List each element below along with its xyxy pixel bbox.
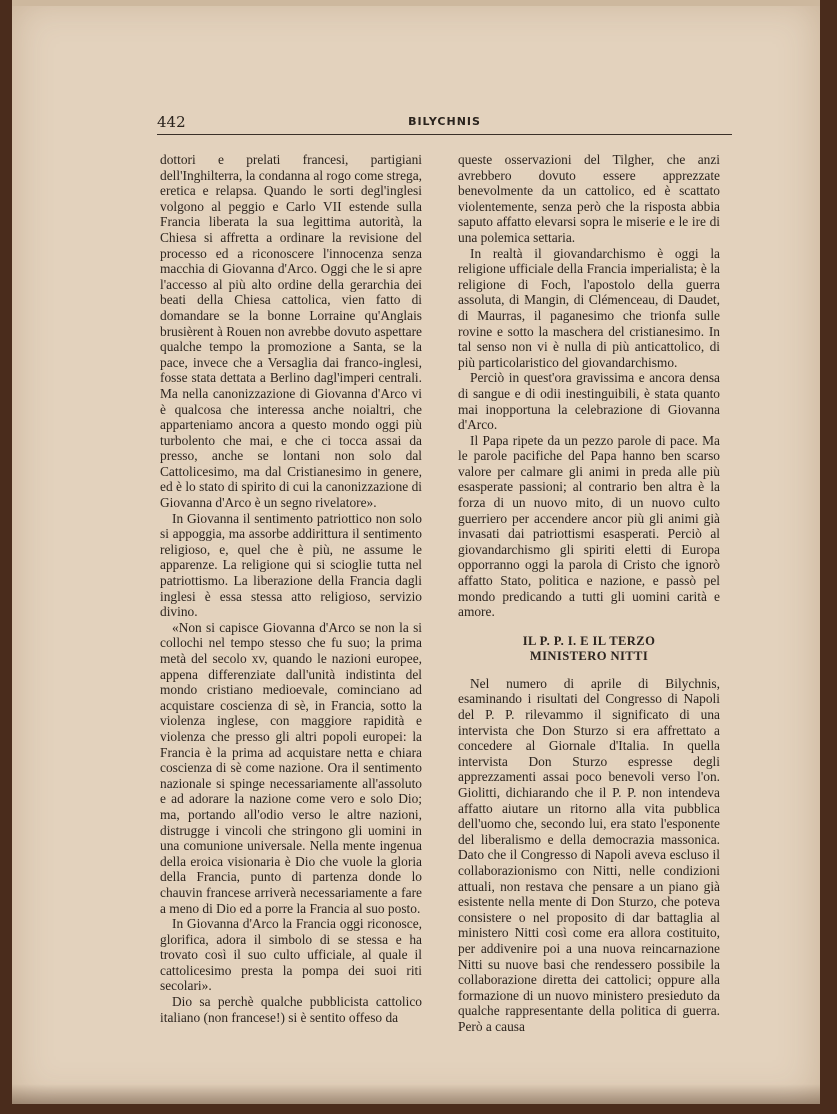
paragraph: In realtà il giovandarchismo è oggi la religione ufficiale della Francia imperialista; è la religione di Foch, l'apostolo della guerra assoluta, di Mangin, di Clémenceau, di Daudet, di Maurras, il paganesimo che trionfa sulle rovine e sotto la maschera del cristianesimo. In tal senso non vi è nulla di più anticattolico, di più particolaristico del giovandarchismo.	[458, 245, 720, 370]
section-heading-line-2: MINISTERO NITTI	[529, 648, 649, 663]
paragraph: Perciò in quest'ora gravissima e ancora densa di sangue e di odii inestinguibili, è stata quanto mai inopportuna la celebrazione di Giovanna d'Arco.	[458, 370, 720, 433]
running-header	[157, 112, 732, 135]
left-column	[160, 152, 422, 1025]
page-top-edge	[12, 0, 820, 6]
paragraph: «Non si capisce Giovanna d'Arco se non la si collochi nel tempo stesso che fu suo; la prima metà del secolo xv, quando le nazioni europee, appena differenziate dall'unità indistinta del mondo cristiano medioevale, cominciano ad acquistare coscienza di sè, in Francia, sotto la violenza inglese, con maggiore rapidità e violenza che presso gli altri popoli europei: la Francia è la prima ad acquistare netta e chiara coscienza di sè come nazione. Ora il sentimento nazionale si spinge necessariamente all'assoluto e ad adorare la nazione come vero e solo Dio; ma, portando all'odio verso le altre nazioni, distrugge i vincoli che stringono gli uomini in una comunione universale. Nella mente ingenua della eroica visionaria è Dio che vuole la gloria della Francia, punto di partenza donde lo chauvin francese arriverà necessariamente a fare a meno di Dio ed a porre la Francia al suo posto.	[160, 619, 422, 916]
book-page	[12, 0, 820, 1104]
section-heading-line-1: IL P. P. I. E IL TERZO	[522, 633, 656, 648]
section-heading	[458, 634, 720, 664]
paragraph: In Giovanna il sentimento patriottico non solo si appoggia, ma assorbe addirittura il sentimento religioso, e, quel che è più, ne assume le apparenze. La religione qui si scioglie tutta nel patriottismo. La liberazione della Francia dagli inglesi è essa stessa atto religioso, servizio divino.	[160, 510, 422, 620]
page-number: 442	[157, 113, 186, 131]
paragraph: Il Papa ripete da un pezzo parole di pace. Ma le parole pacifiche del Papa hanno ben scarso valore per calmare gli animi in preda alle più esasperate passioni; al contrario ben altra è la forza di un nuovo mito, di un nuovo culto guerriero per accendere ancor più gli animi già invasati dai patriottismi esasperati. Perciò al giovandarchismo gli spiriti eletti di Europa opporranno oggi la parola di Cristo che ignorò affatto Stato, politica e nazione, e passò pel mondo predicando a tutti gli uomini carità e amore.	[458, 432, 720, 620]
right-column	[458, 152, 720, 1034]
running-title: BILYCHNIS	[408, 115, 481, 128]
paragraph: Dio sa perchè qualche pubblicista cattolico italiano (non francese!) si è sentito offeso da	[160, 994, 422, 1025]
paragraph: In Giovanna d'Arco la Francia oggi riconosce, glorifica, adora il simbolo di se stessa e ha trovato così il suo culto ufficiale, al quale il cattolicesimo presta la pompa dei suoi riti secolari».	[160, 916, 422, 994]
paragraph: dottori e prelati francesi, partigiani dell'Inghilterra, la condanna al rogo come strega, eretica e relapsa. Quando le sorti degl'inglesi volgono al peggio e Carlo VII estende sulla Francia liberata la sua legittima autorità, la Chiesa si affretta a ordinare la revisione del processo ed a riconoscere l'innocenza senza macchia di Giovanna d'Arco. Oggi che le si apre l'accesso al più alto ordine della gerarchia dei beati della Chiesa cattolica, vien fatto di domandare se la bonne Lorraine qu'Anglais brusièrent à Rouen non avrebbe dovuto aspettare qualche tempo la promozione a Santa, se la pace, invece che a Versaglia dai franco-inglesi, fosse stata dettata a Berlino dagl'imperi centrali. Ma nella canonizzazione di Giovanna d'Arco vi è qualcosa che interessa anche noialtri, che apparteniamo ancora a questo mondo oggi più turbolento che mai, e che ci tocca assai da presso, anche se lontani non solo dal Cattolicesimo, ma dal Cristianesimo in genere, ed è lo stato di spirito di cui la canonizzazione di Giovanna d'Arco è un segno rivelatore».	[160, 152, 422, 511]
paragraph: queste osservazioni del Tilgher, che anzi avrebbero dovuto essere apprezzate benevolmente da un cattolico, ed è scattato violentemente, senza però che la risposta abbia saputo affatto elevarsi sopra le miserie e le ire di una polemica settaria.	[458, 152, 720, 245]
page-bottom-shadow	[12, 1084, 820, 1104]
paragraph: Nel numero di aprile di Bilychnis, esaminando i risultati del Congresso di Napoli del P. P. rilevammo il significato di una intervista che Don Sturzo si era affrettato a concedere al Giornale d'Italia. In quella intervista Don Sturzo espresse degli apprezzamenti assai poco benevoli verso l'on. Giolitti, dichiarando che il P. P. non intendeva affatto aiutare un ritorno alla vita pubblica dell'uomo che, secondo lui, era stato l'esponente del liberalismo e della democrazia massonica. Dato che il Congresso di Napoli aveva escluso il collaborazionismo con Nitti, nelle condizioni attuali, non restava che pensare a un piano già esistente nella mente di Don Sturzo, che poteva consistere o nel proposito di dar battaglia al ministero Nitti così come era allora costituito, per addivenire poi a una nuova reincarnazione Nitti su nuove basi che rendessero possibile la collaborazione diretta dei cattolici; oppure alla formazione di un nuovo ministero presieduto da qualche rappresentante della politica di guerra. Però a causa	[458, 675, 720, 1034]
